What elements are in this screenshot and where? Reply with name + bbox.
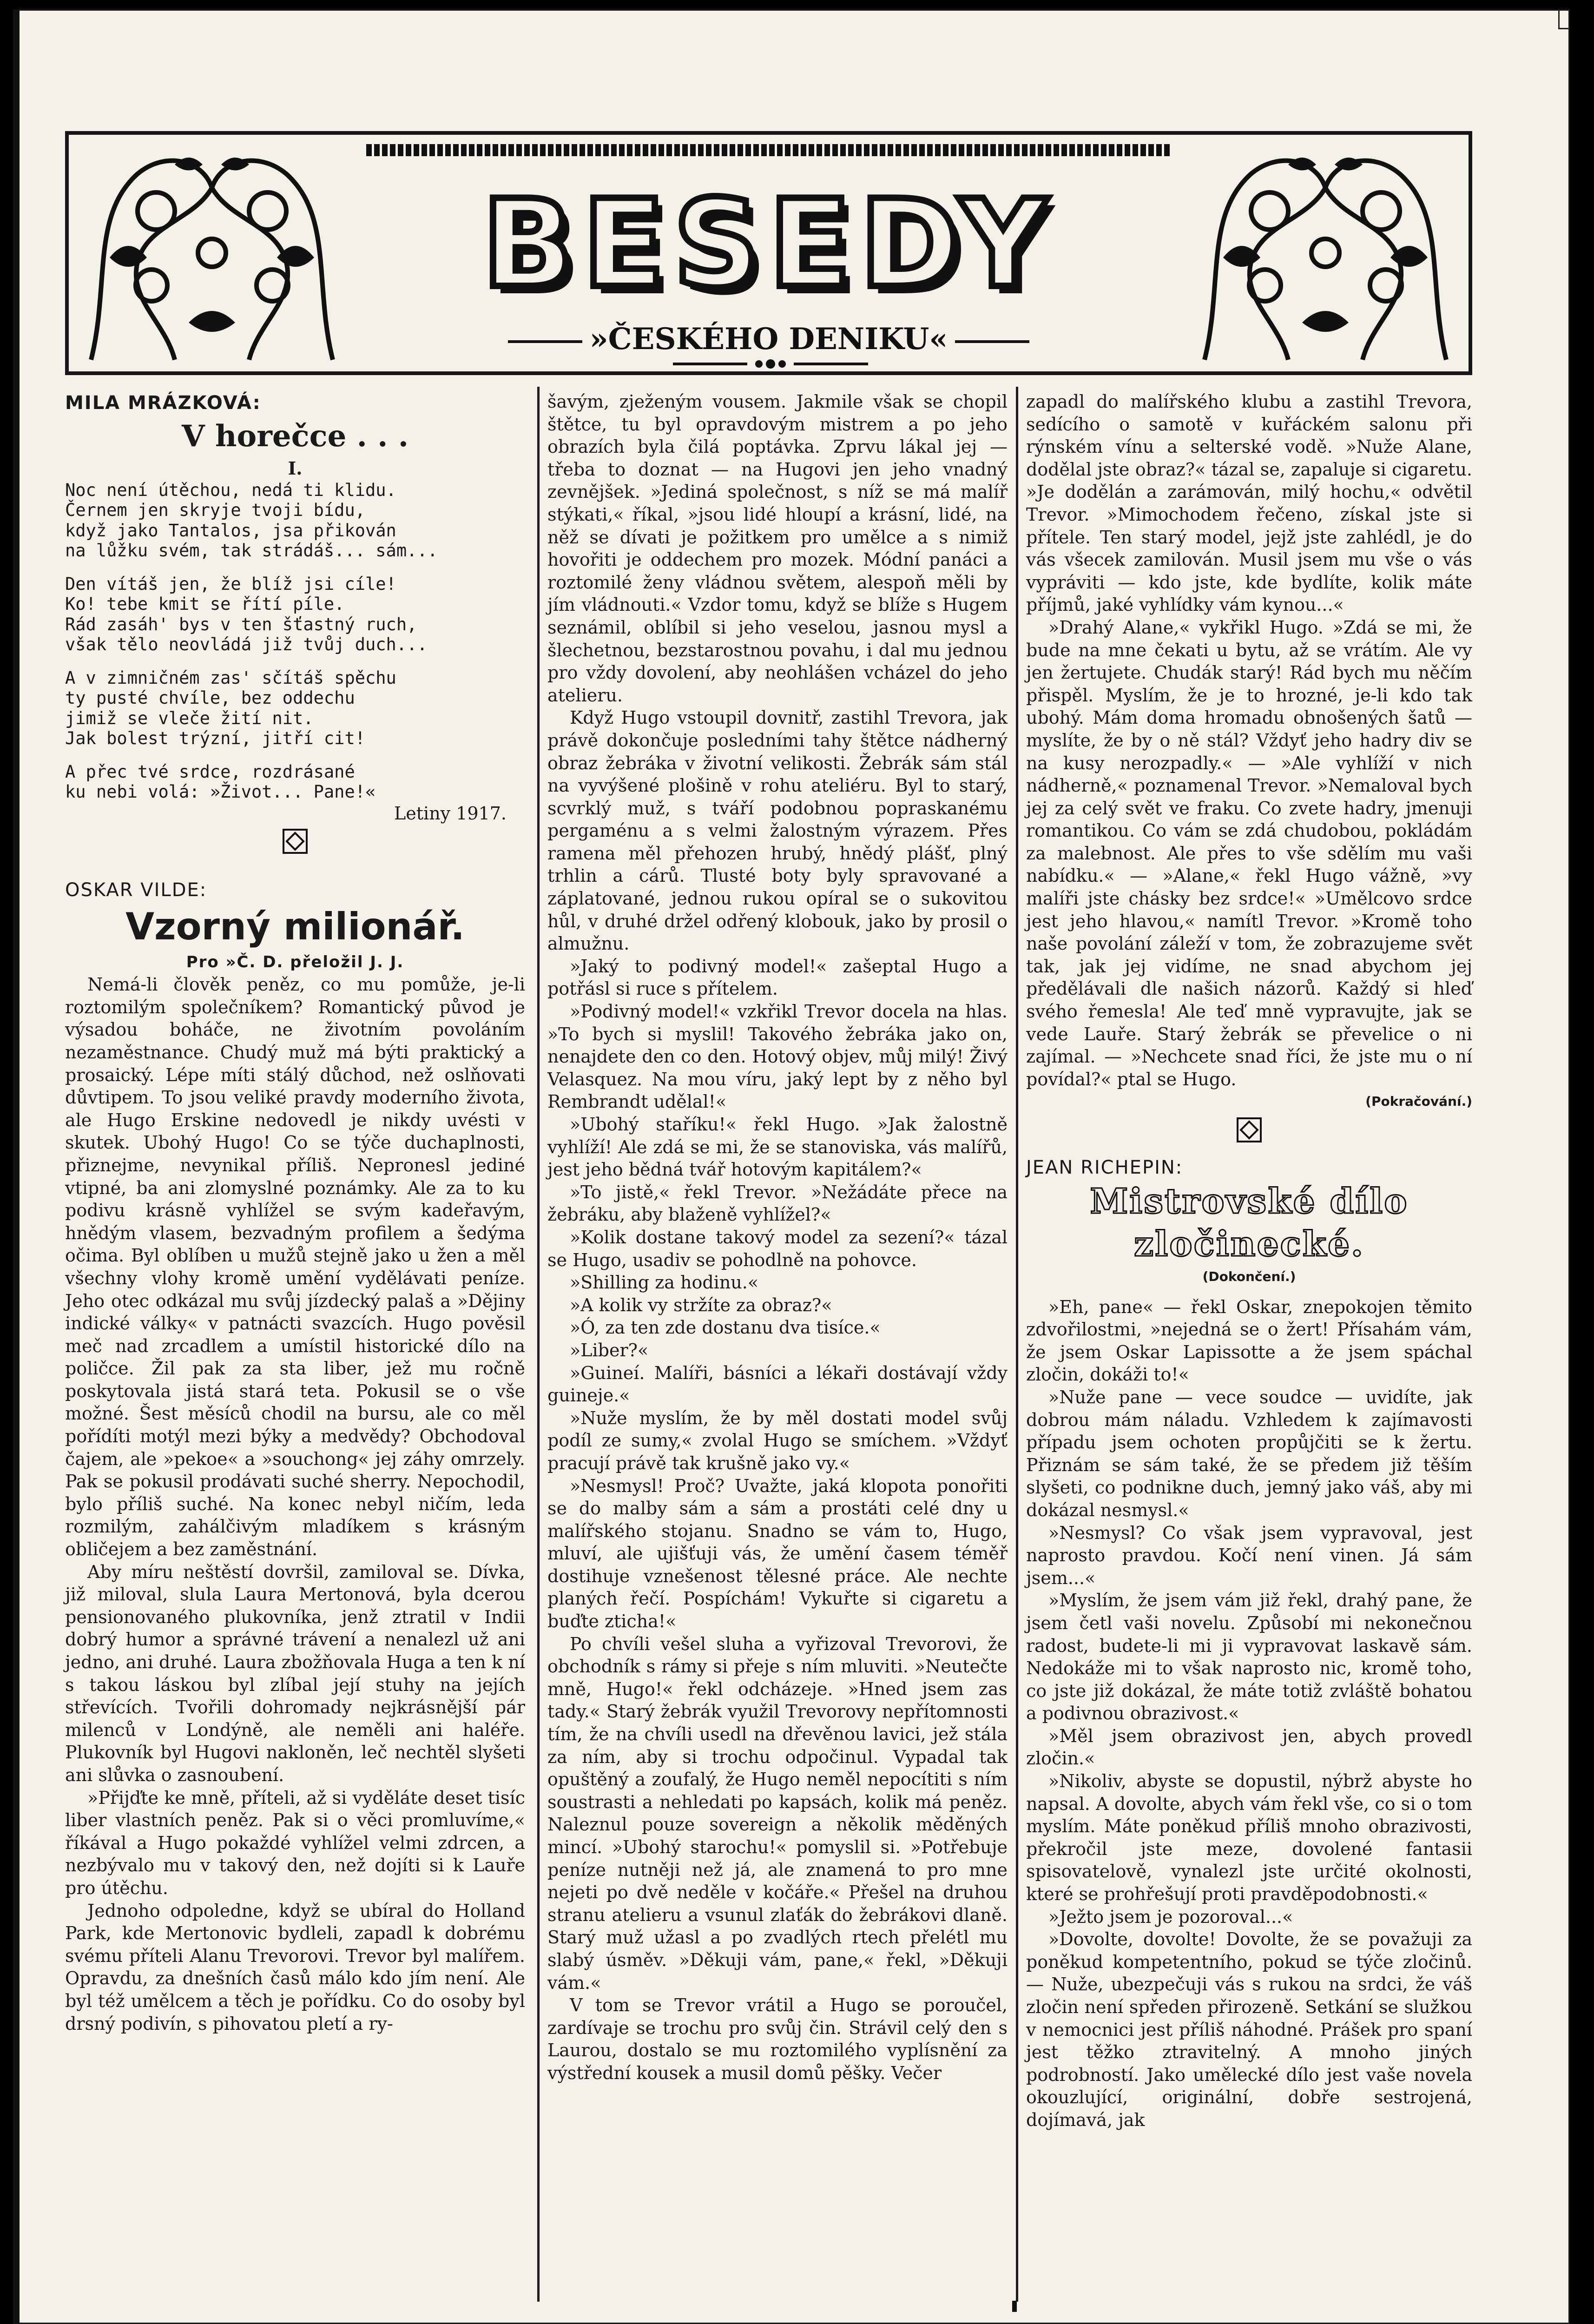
verse-line: Noc není útěchou, nedá ti klidu. (65, 480, 396, 500)
story-title-line-2: zločinecké. (1134, 1224, 1364, 1264)
article-paragraph: »A kolik vy stržíte za obraz?« (570, 1294, 832, 1315)
article-paragraph: šavým, zježeným vousem. Jakmile však se chopil štětce, tu byl opravdovým mistrem a po jeho obrazích byla čilá poptávka. Zprvu lákal jej — třeba to doznat — na Hugovi jen jeho vnadný zevnějšek. »Jediná společnost, s níž se má malíř stýkati,« říkal, »jsou lidé hloupí a krásní, lidé, na něž se dívati je požitkem pro umělce a s nimiž hovořiti je oddechem pro mozek. Módní panáci a roztomilé ženy vládnou světem, alespoň měli by jím vládnouti.« Vzdor tomu, když se blíže s Hugem seznámil, oblíbil si jeho veselou, jasnou mysl a šlechetnou, bezstarostnou povahu, i dal mu jednou pro vždy dovolení, aby neohlášen vcházel do jeho atelieru. (547, 391, 1008, 706)
verse-line: však tělo neovládá již tvůj duch... (65, 634, 428, 655)
article-paragraph: »Nuže myslím, že by měl dostati model svůj podíl ze sumy,« zvolal Hugo se smíchem. »Vždyť pracují právě tak krušně jako vy.« (547, 1407, 1008, 1473)
masthead-subtitle: »ČESKÉHO DENIKU« (366, 321, 1171, 358)
article-paragraph: »Dovolte, dovolte! Dovolte, že se považuji za poněkud kompetentního, pokud se týče zločinů. — Nuže, ubezpečuji vás s rukou na srdci, že váš zločin není spředen přirozeně. Setkání se služkou v nemocnici jest příliš náhodné. Prášek pro spaní jest těžko ztravitelný. A mnoho jiných podrobností. Jako umělecké dílo jest vaše novela okouzlující, originální, dobře sestrojená, dojímavá, jak (1026, 1929, 1472, 2130)
article-paragraph: »Ubohý staříku!« řekl Hugo. »Jak žalostně vyhlíží! Ale zdá se mi, že se stanoviska, vás malířů, jest jeho bědná tvář hotovým kapitálem?« (547, 1114, 1008, 1180)
poem-signature: Letiny 1917. (394, 803, 507, 824)
article-paragraph: »Ježto jsem je pozoroval...« (1048, 1906, 1293, 1927)
verse-line: Ko! tebe kmit se řítí píle. (65, 594, 345, 614)
section-divider-icon (1236, 1117, 1262, 1143)
section-divider-icon (282, 828, 308, 854)
conclusion-note: (Dokončení.) (1202, 1269, 1296, 1284)
article-paragraph: zapadl do malířského klubu a zastihl Trevora, sedícího o samotě v kuřáckém salonu při rýnském vínu a selterské vodě. »Nuže Alane, dodělal jste obraz?« tázal se, zapaluje si cigaretu. »Je dodělán a zarámován, milý hochu,« odvětil Trevor. »Mimochodem řečeno, získal jste si přítele. Ten starý model, jejž jste zahlédl, je do vás všecek zamilován. Musil jsem mu vše o vás vypráviti — kdo jste, kde bydlíte, kolik máte příjmů, jaké vyhlídky vám kynou...« (1026, 391, 1472, 615)
article-paragraph: »Nesmysl! Proč? Uvažte, jaká klopota ponořiti se do malby sám a sám a prostáti celé dny u malířského stojanu. Snadno se vám to, Hugo, mluví, ale ujišťuji vás, že umění časem téměř dostihuje vznešenost tělesné práce. Ale nechte planých řečí. Pospíchám! Vykuřte si cigaretu a buďte zticha!« (547, 1475, 1008, 1632)
story-byline: Pro »Č. D. přeložil J. J. (186, 953, 404, 972)
verse-line: na lůžku svém, tak strádáš... sám... (65, 541, 438, 561)
story-author: OSKAR VILDE: (65, 879, 207, 901)
masthead-underline-ornament (673, 357, 868, 371)
poem-title: V horečce . . . (182, 419, 408, 454)
article-paragraph: Nemá-li člověk peněz, co mu pomůže, je-li roztomilým společníkem? Romantický původ je výsadou boháče, ne životním povoláním nezaměstnance. Chudý muž má býti praktický a prosaický. Lépe míti stálý důchod, než oslňovati důvtipem. To jsou veliké pravdy moderního života, ale Hugo Erskine nedovedl je nikdy uvésti v skutek. Ubohý Hugo! Co se týče duchaplnosti, přiznejme, nevynikal příliš. Nepronesl jediné vtipné, ba ani zlomyslné poznámky. Ale za to ku podivu krásně vyhlížel se svým kadeřavým, hnědým vlasem, bezvadným profilem a šedýma očima. Byl oblíben u mužů stejně jako u žen a měl všechny vlohy kromě umění vydělávati peníze. Jeho otec odkázal mu svůj jízdecký palaš a »Dějiny indické války« v patnácti svazcích. Hugo pověsil meč nad zrcadlem a umístil historické dílo na poličce. Žil pak za sta liber, jež mu ročně poskytovala jistá stará teta. Pokusil se o vše možné. Šest měsíců chodil na bursu, ale co měl pořídíti motýl mezi býky a medvědy? Obchodoval čajem, ale »pekoe« a »souchong« jej záhy omrzely. Pak se pokusil prodávati suché sherry. Nepochodil, bylo příliš suché. Na konec nebyl ničím, leda rozmilým, zahálčivým mladíkem s krásným obličejem a bez zaměstnání. (65, 974, 525, 1560)
story-title: Vzorný milionář. (125, 905, 465, 949)
newspaper-page (13, 9, 1570, 2324)
article-paragraph: »Myslím, že jsem vám již řekl, drahý pane, že jsem četl vaši novelu. Způsobí mi nekonečnou radost, budete-li mi ji vypravovat laskavě sám. Nedokáže mi to však naprosto nic, kromě toho, co jste již dokázal, že máte totiž zvláště bohatou a podivnou obrazivost.« (1026, 1590, 1472, 1724)
column-divider (537, 387, 540, 2302)
decorative-band (366, 144, 1171, 156)
column-1 (65, 390, 525, 2035)
poem-part-number: I. (288, 458, 303, 479)
article-paragraph: »Kolik dostane takový model za sezení?« tázal se Hugo, usadiv se pohodlně na pohovce. (547, 1227, 1008, 1270)
article-paragraph: Jednoho odpoledne, když se ubíral do Holland Park, kde Mertonovic bydleli, zapadl k dobrému svému příteli Alanu Trevorovi. Trevor byl malířem. Opravdu, za dnešních časů málo kdo jím není. Ale byl též umělcem a těch je pořídku. Co do osoby byl drsný podivín, s pihovatou pletí a ry- (65, 1900, 525, 2034)
print-mark (1012, 2301, 1017, 2312)
masthead-subtitle-text: ČESKÉHO DENIKU (608, 322, 929, 357)
article-paragraph: Po chvíli vešel sluha a vyřizoval Trevorovi, že obchodník s rámy si přeje s ním mluviti. »Neutečte mně, Hugo!« řekl odcházeje. »Hned jsem zas tady.« Starý žebrák využil Trevorovy nepřítomnosti tím, že na chvíli usedl na dřevěnou lavici, jež stála za ním, aby si trochu odpočinul. Vypadal tak opuštěný a zoufalý, že Hugo neměl nepocítiti s ním soustrasti a nehledati po kapsách, kolik má peněz. Naleznul pouze sovereign a několik měděných mincí. »Ubohý starochu!« pomyslil si. »Potřebuje peníze nutněji než já, ale znamená to pro mne nejeti po dvě neděle v kočáře.« Přešel na druhou stranu atelieru a vsunul zlaťák do žebrákovi dlaně. Starý muž užasl a po zvadlých rtech přelétl mu slabý úsměv. »Děkuji vám, pane,« řekl, »Děkuji vám.« (547, 1633, 1008, 1993)
article-paragraph: »Nesmysl? Co však jsem vypravoval, jest naprosto pravdou. Kočí není vinen. Já sám jsem...« (1026, 1522, 1472, 1588)
masthead-title: BESEDY (482, 174, 1055, 315)
article-paragraph: »Ó, za ten zde dostanu dva tisíce.« (570, 1317, 881, 1338)
verse-line: ku nebi volá: »Život... Pane!« (65, 782, 376, 802)
verse-line: ty pusté chvíle, bez oddechu (65, 688, 355, 708)
article-paragraph: »Guineí. Malíři, básníci a lékaři dostávají vždy guineje.« (547, 1362, 1008, 1406)
article-paragraph: »Podivný model!« vzkřikl Trevor docela na hlas. »To bych si myslil! Takového žebráka jako on, nenajdete den co den. Hotový objev, můj milý! Živý Velasquez. Na mou víru, jaký lept by z něho byl Rembrandt udělal!« (547, 1001, 1008, 1112)
verse-line: jimiž se vleče žití nit. (65, 708, 314, 728)
verse-line: Den vítáš jen, že blíž jsi cíle! (65, 574, 396, 594)
verse-line: Černem jen skryje tvoji bídu, (65, 500, 366, 521)
continued-note: (Pokračování.) (1365, 1094, 1472, 1109)
art-nouveau-ornament-left (82, 146, 342, 364)
article-paragraph: »Měl jsem obrazivost jen, abych provedl zločin.« (1026, 1725, 1472, 1769)
article-paragraph: »Přijďte ke mně, příteli, až si vyděláte deset tisíc liber vlastních peněz. Pak si o věci promluvíme,« říkával a Hugo pokaždé vyhlížel velmi zdrcen, a nezbývalo mu v takový den, než dojíti si k Lauře pro útěchu. (65, 1787, 525, 1898)
corner-mark (1558, 9, 1570, 29)
column-3 (1026, 390, 1472, 2132)
article-paragraph: »Jaký to podivný model!« zašeptal Hugo a potřásl si ruce s přítelem. (547, 956, 1008, 999)
masthead (65, 131, 1472, 375)
verse-line: Rád zasáh' bys v ten šťastný ruch, (65, 614, 417, 634)
column-divider (1016, 387, 1018, 2302)
article-paragraph: Když Hugo vstoupil dovnitř, zastihl Trevora, jak právě dokončuje posledními tahy štětce nádherný obraz žebráka v životní velikosti. Žebrák sám stál na vyvýšené plošině v rohu ateliéru. Byl to starý, scvrklý muž, s tváří podobnou popraskanému pergaménu a s velmi žalostným výrazem. Přes ramena měl přehozen hrubý, hnědý plášť, plný trhlin a cárů. Tlusté boty byly spravované a záplatované, jednou rukou opíral se o sukovitou hůl, v druhé držel odřený klobouk, jako by prosil o almužnu. (547, 707, 1008, 954)
verse-line: když jako Tantalos, jsa přikován (65, 520, 396, 541)
verse-line: A přec tvé srdce, rozdrásané (65, 761, 355, 782)
article-paragraph: Aby míru neštěstí dovršil, zamiloval se. Dívka, již miloval, slula Laura Mertonová, byla dcerou pensionovaného plukovníka, jenž ztratil v Indii dobrý humor a správné trávení a nenalezl už ani jedno, ani druhé. Laura zbožňovala Huga a ten k ní s takou láskou byl zlíbal její stuhy na jejích střevících. Tvořili dohromady nejkrásnější pár milenců v Londýně, ale neměli ani haléře. Plukovník byl Hugovi nakloněn, leč nechtěl slyšeti ani slůvka o zasnoubení. (65, 1561, 525, 1785)
poem-verse (65, 480, 525, 802)
scan-edge (13, 9, 20, 2324)
story-author: JEAN RICHEPIN: (1026, 1157, 1183, 1178)
article-paragraph: V tom se Trevor vrátil a Hugo se poroučel, zardívaje se trochu pro svůj čin. Strávil celý den s Laurou, dostalo se mu roztomilého vyplísnění za výstřední kousek a musil domů pěšky. Večer (547, 1995, 1008, 2083)
article-paragraph: »Nikoliv, abyste se dopustil, nýbrž abyste ho napsal. A dovolte, abych vám řekl vše, co si o tom myslím. Máte poněkud příliš mnoho obrazivosti, překročil jste meze, dovolené fantasii spisovatelově, vynalezl jste určité okolnosti, které se prohřešují proti pravděpodobnosti.« (1026, 1771, 1472, 1905)
article-paragraph: »Liber?« (570, 1340, 649, 1360)
article-paragraph: »Shilling za hodinu.« (570, 1272, 759, 1293)
art-nouveau-ornament-right (1195, 146, 1456, 364)
column-2 (547, 390, 1008, 2085)
article-paragraph: »To jistě,« řekl Trevor. »Nežádáte přece na žebráku, aby blaženě vyhlížel?« (547, 1182, 1008, 1225)
article-paragraph: »Drahý Alane,« vykřikl Hugo. »Zdá se mi, že bude na mne čekati u bytu, až se vrátím. Ale vy jen žertujete. Chudák starý! Rád bych mu něčím přispěl. Myslím, že je to hrozné, je-li kdo tak ubohý. Mám doma hromadu obnošených šatů — myslíte, že by o ně stál? Vždyť jeho hadry div se na kusy nerozpadly.« — »Ale vyhlíží v nich nádherně,« poznamenal Trevor. »Nemaloval bych jej za celý svět ve fraku. Co zvete hadry, jmenuji romantikou. Co vám se zdá chudobou, pokládám za malebnost. Ale přes to vše sdělím mu vaši nabídku.« — »Alane,« řekl Hugo vážně, »vy malíři jste chásky bez srdce!« »Umělcovo srdce jest jeho hlavou,« namítl Trevor. »Kromě toho naše povolání záleží v tom, že zobrazujeme svět tak, jak jej vidíme, ne snad abychom jej předělávali dle našich názorů. Každý si hleď svého řemesla! Ale teď mně vypravujte, jak se vede Lauře. Starý žebrák se převelice o ni zajímal. — »Nechcete snad říci, že jste mu o ní povídal?« ptal se Hugo. (1026, 617, 1472, 1089)
story-title-line-1: Mistrovské dílo (1090, 1182, 1409, 1221)
verse-line: Jak bolest trýzní, jitří cit! (65, 728, 366, 749)
poem-author: MILA MRÁZKOVÁ: (65, 392, 261, 414)
article-paragraph: »Eh, pane« — řekl Oskar, znepokojen těmito zdvořilostmi, »nejedná se o žert! Přísahám vám, že jsem Oskar Lapissotte a že jsem spáchal zločin, dokáži to!« (1026, 1296, 1472, 1385)
verse-line: A v zimničném zas' sčítáš spěchu (65, 667, 396, 688)
article-paragraph: »Nuže pane — vece soudce — uvidíte, jak dobrou mám náladu. Vzhledem k zajímavosti případu jsem ochoten propůjčiti se k žertu. Přiznám se sám také, že se předem již těším slyšeti, co podnikne duch, jemný jako váš, aby mi dokázal nesmysl.« (1026, 1386, 1472, 1520)
